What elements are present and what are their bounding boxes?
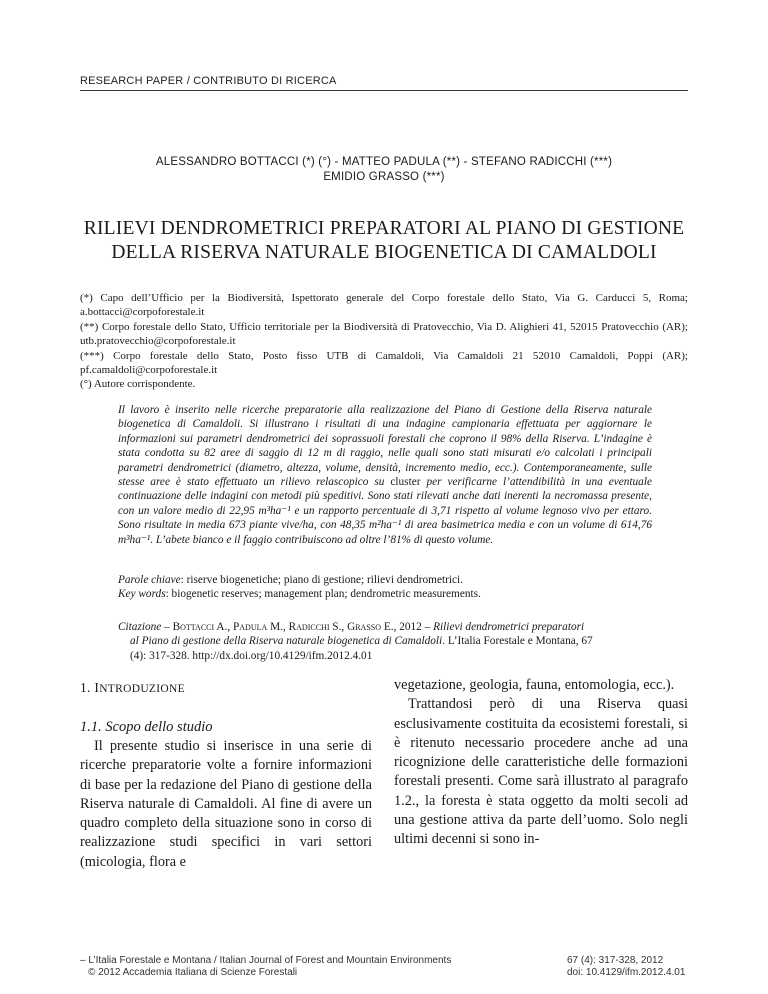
author-list [80,155,688,185]
keywords-it-label: Parole chiave [118,574,181,586]
abstract-text-1: Il lavoro è inserito nelle ricerche preparatorie alla realizzazione del Piano di Gestione della Riserva naturale biogenetica di Camaldoli. Si illustrano i risultati di una indagine campionaria effettuata per aggiornare le informazioni sui parametri dendrometrici dei soprassuoli forestali che coprono il 98% della Riserva. L’indagine è stata condotta su 82 aree di saggio di 12 m di raggio, nelle quali sono stati misurati e/o calcolati i principali parametri dendrometrici (diametro, altezza, volume, densità, incremento medio, ecc.). Contemporaneamente, sulle stesse aree è stato effettuato un rilievo relascopico su [118,404,652,489]
footer-volume-pages: 67 (4): 317-328, 2012 [567,955,664,966]
citation-line-3 [118,649,652,663]
abstract [118,403,652,547]
body-text-right [394,676,688,850]
citation-authors: Bottacci A., Padula M., Radicchi S., Grasso E. [172,621,394,633]
title-line-2: DELLA RISERVA NATURALE BIOGENETICA DI CAMALDOLI [111,242,657,263]
footer-reference [567,955,685,979]
footer-doi: doi: 10.4129/ifm.2012.4.01 [567,967,686,978]
citation-title-1: Rilievi dendrometrici preparatori [433,621,585,633]
section-title: NTRODUZIONE [99,683,185,695]
author-line-2: EMIDIO GRASSO (***) [323,171,445,183]
keywords-english [118,587,652,601]
keywords [118,573,652,602]
header-rule [80,90,688,91]
keywords-it-value: : riserve biogenetiche; piano di gestione; rilievi dendrometrici. [180,574,463,586]
affiliations [80,291,688,392]
title-line-1: RILIEVI DENDROMETRICI PREPARATORI AL PIANO DI GESTIONE [83,218,685,239]
footer-journal [80,955,451,979]
paragraph: vegetazione, geologia, fauna, entomologia, ecc.). [394,677,675,693]
body-column-right [394,676,688,850]
running-header: RESEARCH PAPER / CONTRIBUTO DI RICERCA [80,75,337,87]
citation-line-1 [118,620,652,634]
citation-issue-doi: (4): 317-328. http://dx.doi.org/10.4129/ifm.2012.4.01 [130,649,373,662]
paragraph: Trattandosi però di una Riserva quasi esclusivamente costituita da ecosistemi forestali, si è ritenuto necessario procedere anche ad una ricognizione delle caratteristiche delle formazioni forestali presenti. Come sarà illustrato al paragrafo 1.2., la foresta è stata oggetto da molti secoli ad una gestione attiva da parte dell’uomo. Solo negli ultimi decenni si sono in- [394,696,688,848]
keywords-en-value: : biogenetic reserves; management plan; dendrometric measurements. [165,588,481,601]
citation-journal: . L’Italia Forestale e Montana, 67 [442,635,593,648]
corresponding-author-note: (°) Autore corrispondente. [80,378,196,391]
footer-journal-name: – L’Italia Forestale e Montana / Italian Journal of Forest and Mountain Environments [80,955,452,966]
citation [118,620,652,663]
body-text-left [80,737,372,872]
citation-dash: – [161,621,173,633]
section-number: 1. I [80,680,100,695]
section-heading [80,680,372,696]
abstract-text-2: per verificarne l’attendibilità in una eventuale continuazione delle indagini con metodi più speditivi. Sono stati rilevati anche dati inerenti la necromassa presente, con un valore medio di 22,95 m³ha⁻¹ e un rapporto percentuale di 3,71 rispetto al volume legnoso vivo per ettaro. Sono risultate in media 673 piante vive/ha, con 48,35 m²ha⁻¹ di area basimetrica media e con un volume di 614,76 m³ha⁻¹. L’abete bianco e il faggio contribuiscono ad oltre l’81% di questo volume. [118,476,652,546]
abstract-cluster-term: cluster [390,476,421,489]
citation-line-2 [118,634,652,648]
citation-title-2: al Piano di gestione della Riserva naturale biogenetica di Camaldoli [130,635,443,648]
citation-year: , 2012 – [393,621,434,633]
affiliation-3: (***) Corpo forestale dello Stato, Posto fisso UTB di Camaldoli, Via Camaldoli 21 52010 Camaldoli, Poppi (AR); pf.camaldoli@corpoforestale.it [80,349,688,377]
keywords-en-label: Key words [118,588,166,601]
footer-copyright: © 2012 Accademia Italiana di Scienze Forestali [88,967,298,978]
affiliation-2: (**) Corpo forestale dello Stato, Ufficio territoriale per la Biodiversità di Pratovecchio, Via D. Alighieri 41, 52015 Pratovecchio (AR); utb.pratovecchio@corpoforestale.it [80,320,688,348]
keywords-italian [118,573,652,587]
affiliation-1: (*) Capo dell’Ufficio per la Biodiversità, Ispettorato generale del Corpo forestale dello Stato, Via G. Carducci 5, Roma; a.bottacci@corpoforestale.it [80,292,688,319]
author-line-1: ALESSANDRO BOTTACCI (*) (°) - MATTEO PADULA (**) - STEFANO RADICCHI (***) [155,156,613,168]
paragraph: Il presente studio si inserisce in una serie di ricerche preparatorie volte a fornire informazioni di base per la redazione del Piano di gestione della Riserva naturale di Camaldoli. Al fine di avere un quadro completo della situazione sono in corso di realizzazione studi specifici in vari settori (micologia, flora e [80,738,372,870]
citation-label: Citazione [118,621,162,633]
paper-title [80,217,688,265]
body-column-left [80,676,372,872]
subsection-heading: 1.1. Scopo dello studio [80,719,213,735]
